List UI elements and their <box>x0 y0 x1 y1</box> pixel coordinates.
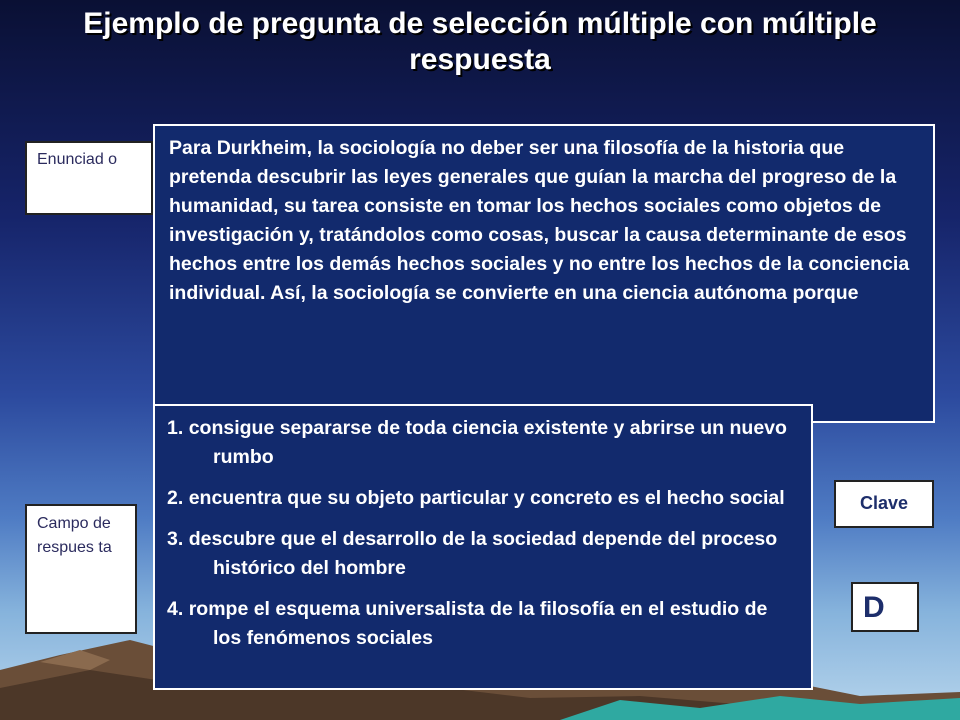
answer-options <box>153 404 813 690</box>
option-4[interactable] <box>167 595 799 653</box>
option-4-text: rompe el esquema universalista de la filosofía en el estudio de los fenómenos sociales <box>188 598 768 649</box>
option-3[interactable] <box>167 525 799 583</box>
option-3-text: descubre que el desarrollo de la sociedad depende del proceso histórico del hombre <box>188 528 778 579</box>
option-4-number: 4. <box>167 598 184 620</box>
enunciado-label: Enunciad o <box>25 141 153 215</box>
option-2-number: 2. <box>167 487 184 509</box>
option-1-number: 1. <box>167 417 184 439</box>
slide-title: Ejemplo de pregunta de selección múltiple con múltiple respuesta <box>83 7 877 76</box>
option-2[interactable] <box>167 484 799 513</box>
campo-respuesta-label: Campo de respues ta <box>25 504 137 634</box>
option-3-number: 3. <box>167 528 184 550</box>
option-1[interactable] <box>167 414 799 472</box>
option-1-text: consigue separarse de toda ciencia existente y abrirse un nuevo rumbo <box>188 417 787 468</box>
answer-key: D <box>851 582 919 632</box>
clave-label: Clave <box>834 480 934 528</box>
option-2-text: encuentra que su objeto particular y concreto es el hecho social <box>188 487 785 509</box>
question-stem: Para Durkheim, la sociología no deber ser una filosofía de la historia que pretenda descubrir las leyes generales que guían la marcha del progreso de la humanidad, su tarea consiste en tomar los hechos sociales como objetos de investigación y, tratándolos como cosas, buscar la causa determinante de esos hechos entre los demás hechos sociales y no entre los hechos de la conciencia individual. Así, la sociología se convierte en una ciencia autónoma porque <box>153 124 935 423</box>
